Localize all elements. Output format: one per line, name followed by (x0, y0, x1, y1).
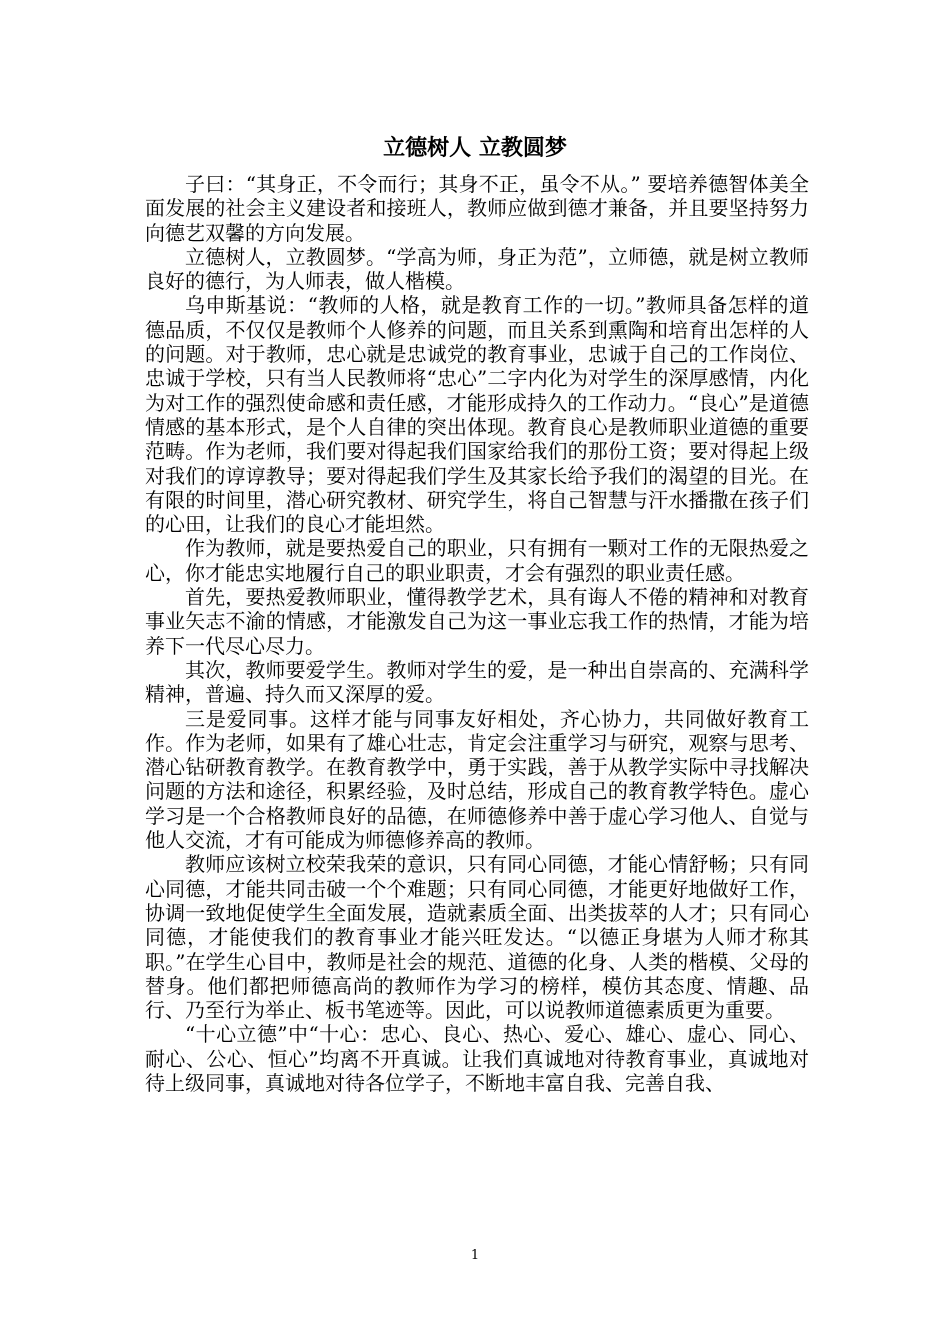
paragraph-1: 子曰：“其身正，不令而行；其身不正，虽令不从。” 要培养德智体美全面发展的社会主义建设者和接班人，教师应做到德才兼备，并且要坚持努力向德艺双馨的方向发展。 (145, 172, 809, 245)
document-body (145, 172, 809, 1095)
page-number: 1 (470, 1248, 480, 1263)
paragraph-2: 立德树人，立教圆梦。“学高为师，身正为范”，立师德，就是树立教师良好的德行，为人师表，做人楷模。 (145, 244, 809, 294)
paragraph-3: 乌申斯基说：“教师的人格，就是教育工作的一切。”教师具备怎样的道德品质，不仅仅是教师个人修养的问题，而且关系到熏陶和培育出怎样的人的问题。对于教师，忠心就是忠诚党的教育事业，忠诚于自己的工作岗位、忠诚于学校，只有当人民教师将“忠心”二字内化为对学生的深厚感情，内化为对工作的强烈使命感和责任感，才能形成持久的工作动力。“良心”是道德情感的基本形式，是个人自律的突出体现。教育良心是教师职业道德的重要范畴。作为老师，我们要对得起我们国家给我们的那份工资；要对得起上级对我们的谆谆教导；要对得起我们学生及其家长给予我们的渴望的目光。在有限的时间里，潜心研究教材、研究学生，将自己智慧与汗水播撒在孩子们的心田，让我们的良心才能坦然。 (145, 293, 809, 537)
paragraph-4: 作为教师，就是要热爱自己的职业，只有拥有一颗对工作的无限热爱之心，你才能忠实地履行自己的职业职责，才会有强烈的职业责任感。 (145, 536, 809, 585)
paragraph-8: 教师应该树立校荣我荣的意识，只有同心同德，才能心情舒畅；只有同心同德，才能共同击破一个个难题；只有同心同德，才能更好地做好工作，协调一致地促使学生全面发展，造就素质全面、出类拔萃的人才；只有同心同德，才能使我们的教育事业才能兴旺发达。“以德正身堪为人师才称其职。”在学生心目中，教师是社会的规范、道德的化身、人类的楷模、父母的替身。他们都把师德高尚的教师作为学习的榜样，模仿其态度、情趣、品行、乃至行为举止、板书笔迹等。因此，可以说教师道德素质更为重要。 (145, 852, 809, 1023)
paragraph-7: 三是爱同事。这样才能与同事友好相处，齐心协力，共同做好教育工作。作为老师，如果有了雄心壮志，肯定会注重学习与研究，观察与思考、潜心钻研教育教学。在教育教学中，勇于实践，善于从教学实际中寻找解决问题的方法和途径，积累经验，及时总结，形成自己的教育教学特色。虚心学习是一个合格教师良好的品德，在师德修养中善于虚心学习他人、自觉与他人交流，才有可能成为师德修养高的教师。 (145, 706, 809, 853)
paragraph-9: “十心立德”中“十心：忠心、良心、热心、爱心、雄心、虚心、同心、耐心、公心、恒心”均离不开真诚。让我们真诚地对待教育事业，真诚地对待上级同事，真诚地对待各位学子，不断地丰富自我、完善自我、 (145, 1022, 809, 1095)
paragraph-6: 其次，教师要爱学生。教师对学生的爱，是一种出自崇高的、充满科学精神，普遍、持久而又深厚的爱。 (145, 657, 809, 707)
document-title: 立德树人 立教圆梦 (383, 135, 567, 161)
paragraph-5: 首先，要热爱教师职业，懂得教学艺术，具有诲人不倦的精神和对教育事业矢志不渝的情感，才能激发自己为这一事业忘我工作的热情，才能为培养下一代尽心尽力。 (145, 585, 809, 658)
